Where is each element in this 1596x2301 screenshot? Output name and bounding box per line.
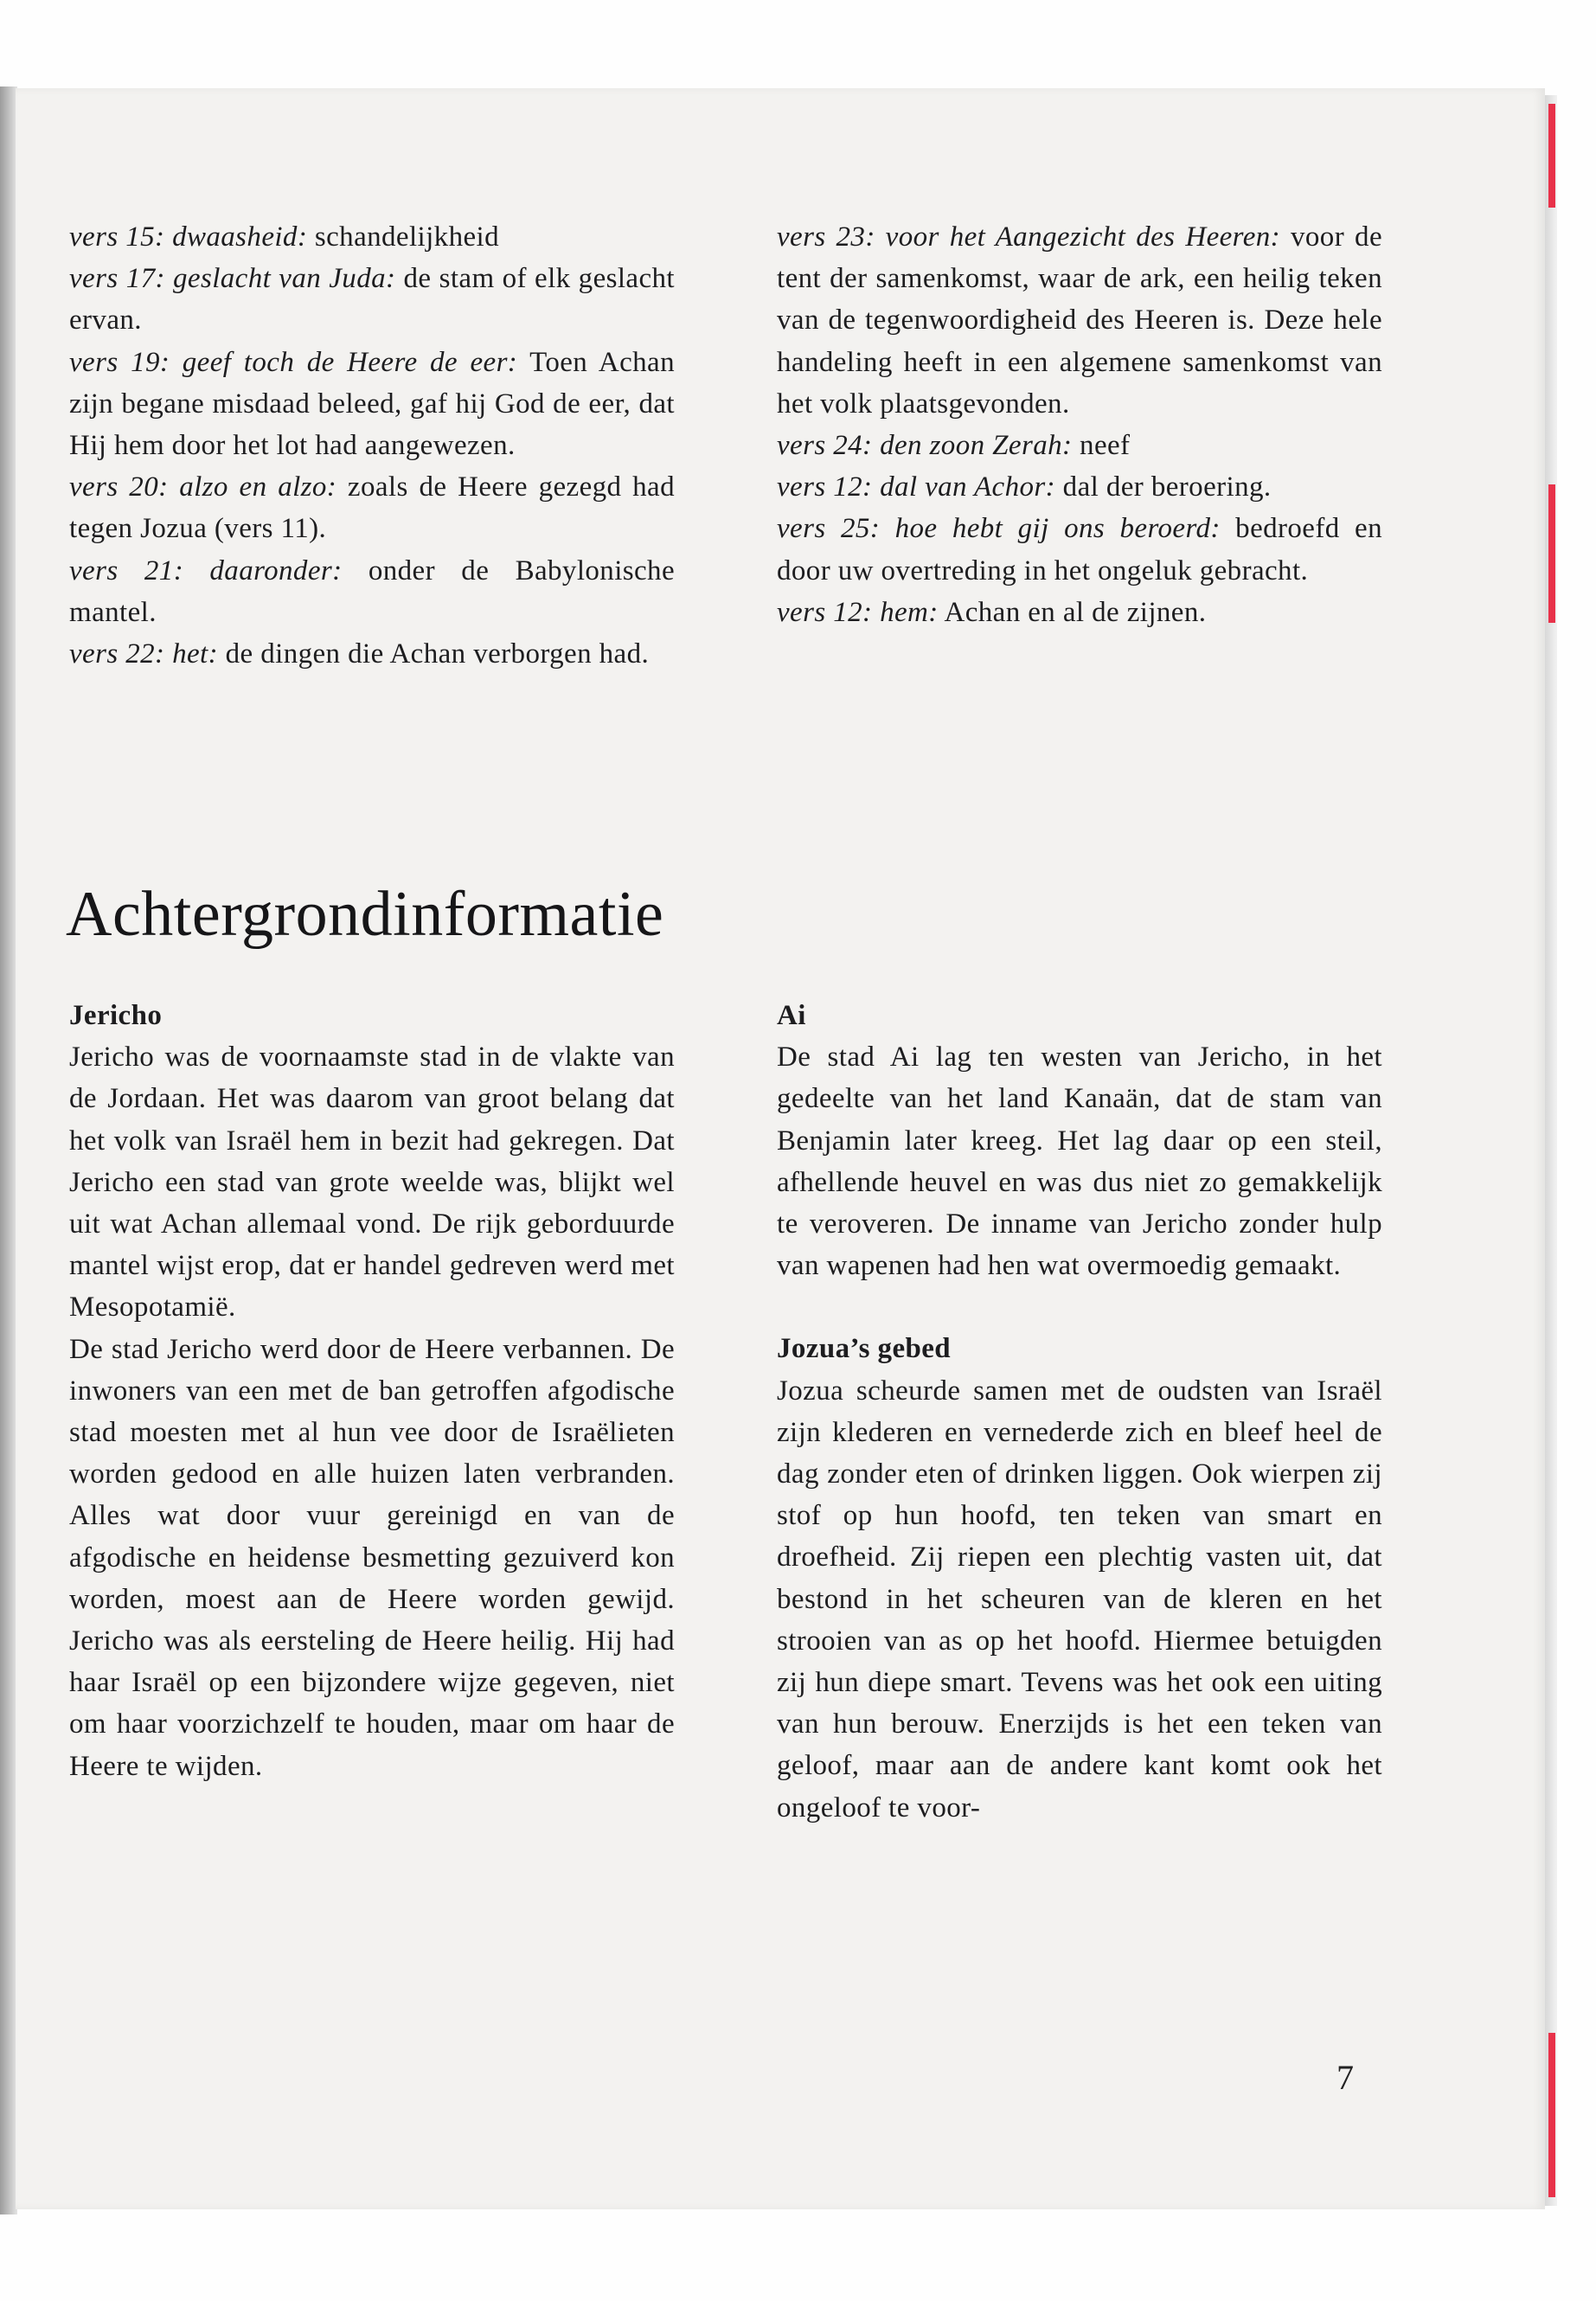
note-term: vers 23: voor het Aangezicht des Heeren: (777, 221, 1281, 253)
ai-title: Ai (777, 1000, 806, 1031)
note-term: vers 19: geef toch de Heere de eer: (69, 346, 518, 378)
note-term: vers 25: hoe hebt gij ons beroerd: (777, 513, 1221, 545)
note-text: bedroefd en door uw overtreding in het ongeluk gebracht. (777, 513, 1382, 586)
note-text: Achan en al de zijnen. (938, 596, 1207, 628)
jericho-paragraph: De stad Jericho werd door de Heere verbannen. De inwoners van een met de ban getroffen afgodische stad moesten met al hun vee door de Israëlieten worden gedood en alle huizen laten verbranden. Alles wat door vuur gereinigd en van de afgodische en heidense besmetting gezuiverd kon worden, moest aan de Heere worden gewijd. Jericho was als eersteling de Heere heilig. Hij had haar Israël op een bijzondere wijze gegeven, niet om haar voorzichzelf te houden, maar om haar de Heere te wijden. (69, 1333, 675, 1782)
note-text: neef (1072, 430, 1131, 462)
red-tab-marker (1548, 104, 1555, 208)
right-notes-column (777, 216, 1382, 633)
note-text: onder de Babylonische mantel. (69, 554, 675, 628)
note-entry (777, 466, 1382, 508)
note-entry (777, 216, 1382, 425)
note-entry (69, 216, 675, 258)
jericho-title: Jericho (69, 1000, 163, 1031)
ai-section (777, 995, 1382, 1829)
note-entry (777, 592, 1382, 633)
page-edge (1545, 95, 1557, 2206)
jericho-paragraph: Jericho was de voornaamste stad in de vlakte van de Jordaan. Het was daarom van groot belang dat het volk van Israël hem in bezit had gekregen. Dat Jericho een stad van grote weelde was, blijkt wel uit wat Achan allemaal vond. De rijk geborduurde mantel wijst erop, dat er handel gedreven werd met Mesopotamië. (69, 1042, 675, 1324)
note-text: dal der beroering. (1055, 471, 1272, 503)
note-text: Toen Achan zijn begane misdaad beleed, gaf hij God de eer, dat Hij hem door het lot had aangewezen. (69, 346, 675, 462)
note-term: vers 12: dal van Achor: (777, 471, 1056, 503)
jericho-section (69, 995, 675, 1787)
jozua-gebed-paragraph: Jozua scheurde samen met de oudsten van Israël zijn klederen en vernederde zich en bleef heel de dag zonder eten of drinken liggen. Ook wierpen zij stof op hun hoofd, ten teken van smart en droefheid. Zij riepen een plechtig vasten uit, dat bestond in het scheuren van de kleren en het strooien van as op het hoofd. Hiermee betuigden zij hun diepe smart. Tevens was het ook een uiting van hun berouw. Enerzijds is het een teken van geloof, maar aan de andere kant komt ook het ongeloof te voor- (777, 1375, 1382, 1823)
book-gutter-shadow (0, 87, 17, 2214)
red-tab-marker (1548, 2033, 1555, 2197)
note-entry (69, 550, 675, 633)
note-term: vers 21: daaronder: (69, 554, 343, 586)
note-term: vers 24: den zoon Zerah: (777, 430, 1073, 462)
note-text: schandelijkheid (307, 221, 499, 253)
note-term: vers 20: alzo en alzo: (69, 471, 337, 503)
note-entry (69, 258, 675, 341)
note-entry (777, 508, 1382, 591)
jozua-gebed-title: Jozua’s gebed (777, 1333, 952, 1365)
note-term: vers 12: hem: (777, 596, 939, 628)
ai-paragraph: De stad Ai lag ten westen van Jericho, in het gedeelte van het land Kanaän, dat de stam van Benjamin later kreeg. Het lag daar op een steil, afhellende heuvel en was dus niet zo gemakkelijk te veroveren. De inname van Jericho zonder hulp van wapenen had hen wat overmoedig gemaakt. (777, 1042, 1382, 1282)
note-text: de stam of elk geslacht ervan. (69, 263, 675, 336)
note-text: zoals de Heere gezegd had tegen Jozua (vers 11). (69, 471, 675, 545)
section-heading: Achtergrondinformatie (66, 879, 664, 950)
note-entry (69, 466, 675, 549)
left-notes-column (69, 216, 675, 675)
note-entry (69, 633, 675, 675)
note-text: de dingen die Achan verborgen had. (217, 638, 650, 670)
note-term: vers 17: geslacht van Juda: (69, 263, 396, 295)
note-entry (69, 342, 675, 467)
note-entry (777, 425, 1382, 466)
note-text: voor de tent der samenkomst, waar de ark, een heilig teken van de tegenwoordigheid des Heeren is. Deze hele handeling heeft in een algemene samenkomst van het volk plaatsgevonden. (777, 221, 1382, 420)
page-number: 7 (1336, 2058, 1354, 2097)
red-tab-marker (1548, 484, 1555, 623)
note-term: vers 22: het: (69, 638, 218, 670)
note-term: vers 15: dwaasheid: (69, 221, 308, 253)
